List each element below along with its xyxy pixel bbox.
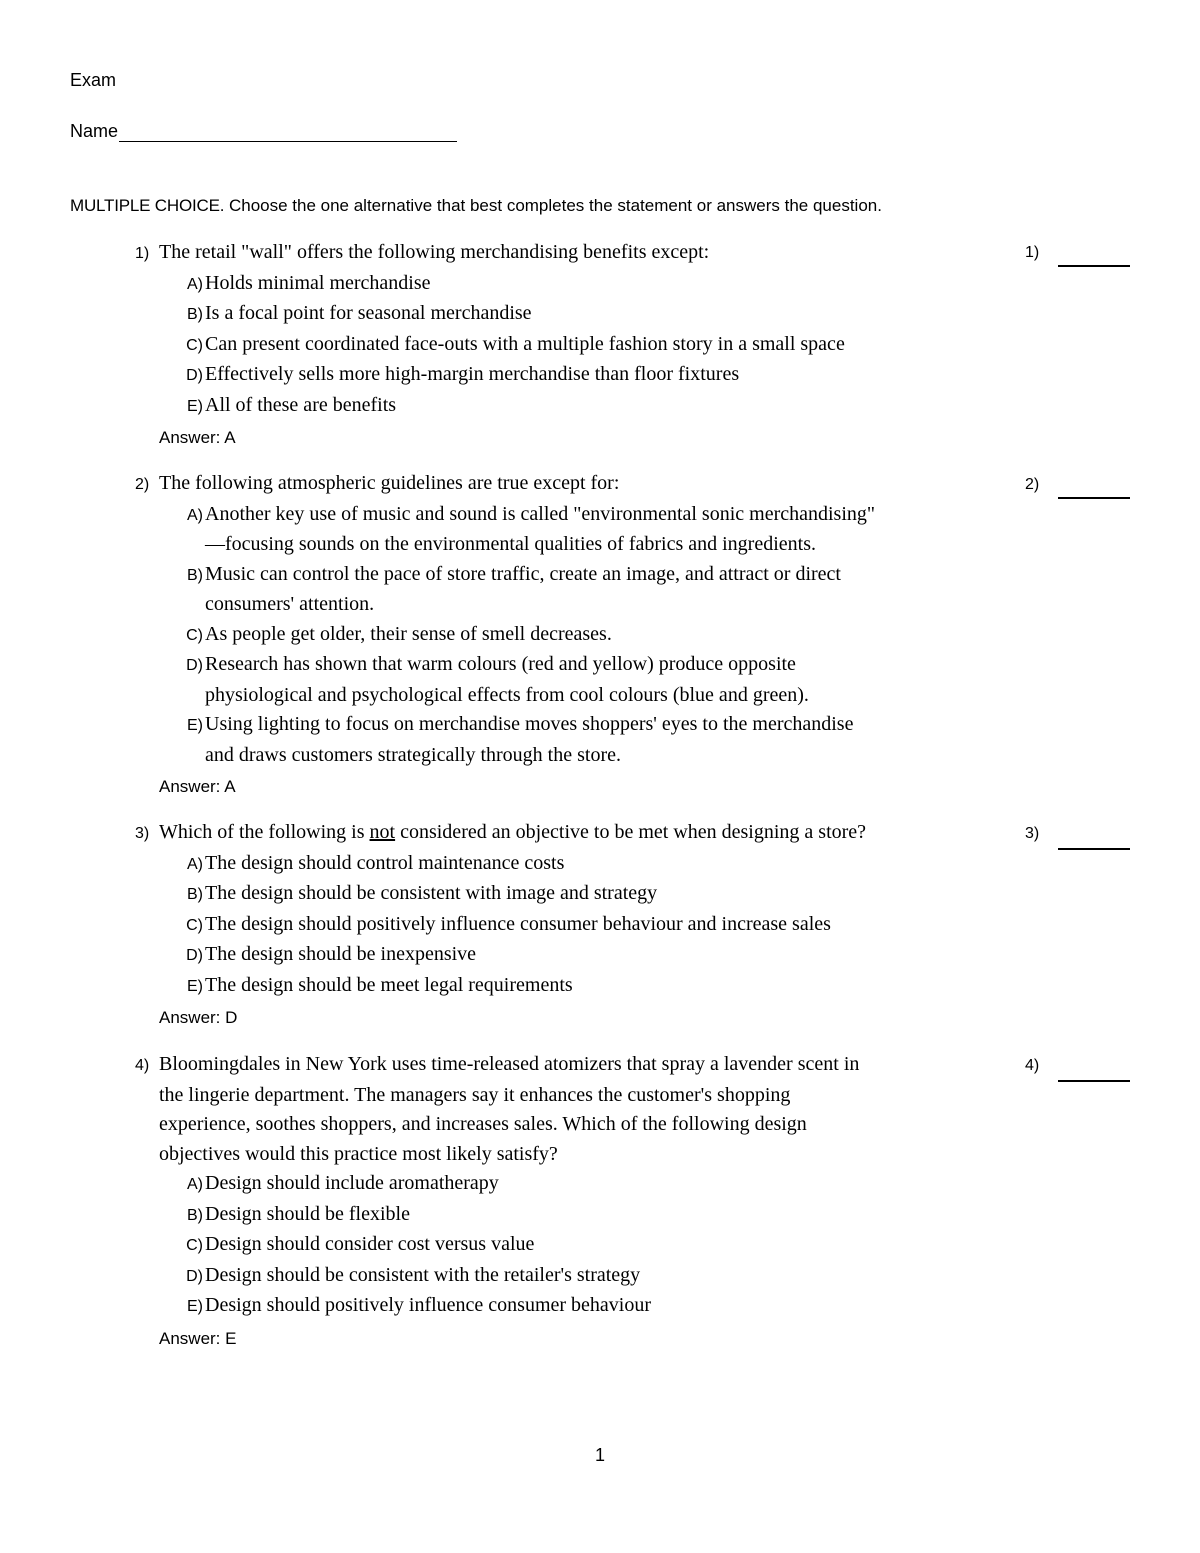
answer-key: Answer: E — [159, 1328, 237, 1348]
question-number: 3) — [135, 825, 150, 842]
option-text: Holds minimal merchandise — [205, 271, 431, 294]
option-text: Is a focal point for seasonal merchandise — [205, 302, 532, 324]
option-c — [135, 910, 1135, 941]
option-letter: A) — [187, 855, 203, 873]
instructions-text: Choose the one alternative that best completes the statement or answers the question. — [228, 196, 882, 215]
option-text-continued: physiological and psychological effects from cool colours (blue and green). — [205, 683, 809, 706]
question-4 — [135, 1050, 1135, 1352]
name-field-row — [70, 121, 457, 142]
option-letter: C) — [186, 626, 203, 644]
option-text: Research has shown that warm colours (red and yellow) produce opposite — [205, 653, 796, 675]
question-text-part: Which of the following is — [159, 821, 370, 843]
option-text-continued: and draws customers strategically through the store. — [205, 743, 621, 766]
option-text: All of these are benefits — [205, 393, 397, 416]
option-text: The design should be consistent with image and strategy — [205, 882, 658, 904]
option-e — [135, 391, 1135, 422]
question-number: 1) — [135, 245, 150, 262]
option-a — [135, 500, 1135, 531]
question-text: Bloomingdales in New York uses time-released atomizers that spray a lavender scent in — [159, 1053, 860, 1075]
option-b — [135, 299, 1135, 330]
question-2 — [135, 469, 1135, 800]
option-letter: D) — [186, 367, 203, 384]
option-b — [135, 560, 1135, 591]
question-number: 2) — [135, 476, 150, 493]
option-c — [135, 620, 1135, 651]
option-text: Design should include aromatherapy — [205, 1172, 499, 1194]
option-text: The design should be meet legal requirements — [205, 973, 573, 996]
question-text-continued: experience, soothes shoppers, and increases sales. Which of the following design — [159, 1113, 807, 1135]
option-letter: E) — [187, 397, 203, 415]
option-text: Design should be consistent with the retailer's strategy — [205, 1263, 641, 1286]
answer-blank-line[interactable] — [1058, 245, 1130, 267]
option-letter: E) — [187, 1298, 203, 1315]
answer-slot-number: 2) — [1025, 476, 1040, 493]
answer-key: Answer: A — [159, 428, 236, 447]
instructions — [70, 196, 882, 216]
option-d — [135, 940, 1135, 971]
option-text: Can present coordinated face-outs with a multiple fashion story in a small space — [205, 332, 845, 355]
option-text: Another key use of music and sound is called "environmental sonic merchandising" — [205, 502, 876, 525]
option-text: The design should be inexpensive — [205, 943, 477, 965]
option-text-continued: —focusing sounds on the environmental qualities of fabrics and ingredients. — [205, 533, 816, 555]
option-d — [135, 1261, 1135, 1292]
option-letter: B) — [187, 306, 203, 323]
option-text: Design should be flexible — [205, 1202, 410, 1225]
option-letter: A) — [187, 275, 203, 293]
option-text: Effectively sells more high-margin merchandise than floor fixtures — [205, 363, 740, 385]
option-c — [135, 330, 1135, 361]
option-a — [135, 1169, 1135, 1200]
option-text: Music can control the pace of store traffic, create an image, and attract or direct — [205, 562, 841, 585]
question-number: 4) — [135, 1057, 150, 1074]
question-text — [159, 818, 866, 848]
option-letter: C) — [186, 916, 203, 934]
answer-blank-line[interactable] — [1058, 1060, 1130, 1082]
option-b — [135, 879, 1135, 910]
option-letter: D) — [186, 947, 203, 964]
option-a — [135, 269, 1135, 300]
name-blank-line[interactable] — [119, 121, 457, 142]
answer-blank-line[interactable] — [1058, 828, 1130, 850]
answer-key: Answer: D — [159, 1008, 238, 1027]
option-letter: C) — [186, 336, 203, 354]
answer-key: Answer: A — [159, 777, 236, 796]
option-letter: D) — [186, 1267, 203, 1285]
option-d — [135, 650, 1135, 681]
exam-title: Exam — [70, 70, 117, 90]
answer-slot-number: 3) — [1025, 825, 1040, 842]
option-text: Design should consider cost versus value — [205, 1233, 535, 1255]
option-text: Design should positively influence consumer behaviour — [205, 1294, 652, 1316]
option-text-continued: consumers' attention. — [205, 593, 375, 615]
option-e — [135, 971, 1135, 1002]
option-text: The design should positively influence consumer behaviour and increase sales — [205, 912, 831, 935]
option-e — [135, 710, 1135, 741]
answer-blank-line[interactable] — [1058, 477, 1130, 499]
question-text-underlined: not — [369, 821, 396, 843]
option-d — [135, 360, 1135, 391]
option-a — [135, 849, 1135, 880]
question-text: The retail "wall" offers the following merchandising benefits except: — [159, 241, 710, 263]
option-letter: B) — [187, 1206, 203, 1224]
option-letter: C) — [186, 1237, 203, 1254]
option-letter: B) — [187, 886, 203, 903]
question-1 — [135, 238, 1135, 451]
question-text: The following atmospheric guidelines are true except for: — [159, 472, 620, 494]
option-letter: E) — [187, 977, 203, 995]
answer-slot-number: 4) — [1025, 1057, 1040, 1074]
question-3 — [135, 818, 1135, 1031]
instructions-lead: MULTIPLE CHOICE. — [70, 196, 225, 215]
name-label: Name — [70, 121, 119, 141]
question-text-continued: objectives would this practice most likely satisfy? — [159, 1142, 558, 1165]
option-letter: A) — [187, 506, 203, 524]
option-b — [135, 1200, 1135, 1231]
option-letter: A) — [187, 1176, 203, 1193]
option-letter: B) — [187, 566, 203, 584]
answer-slot-number: 1) — [1025, 244, 1040, 261]
page-number: 1 — [594, 1445, 605, 1465]
option-text: As people get older, their sense of smell decreases. — [205, 622, 612, 645]
option-c — [135, 1230, 1135, 1261]
question-text-continued: the lingerie department. The managers say it enhances the customer's shopping — [159, 1083, 791, 1106]
option-text: Using lighting to focus on merchandise moves shoppers' eyes to the merchandise — [205, 713, 854, 735]
option-letter: E) — [187, 717, 203, 734]
option-text: The design should control maintenance costs — [205, 851, 565, 874]
question-text-part: considered an objective to be met when designing a store? — [395, 821, 867, 843]
option-e — [135, 1291, 1135, 1322]
option-letter: D) — [186, 657, 203, 674]
